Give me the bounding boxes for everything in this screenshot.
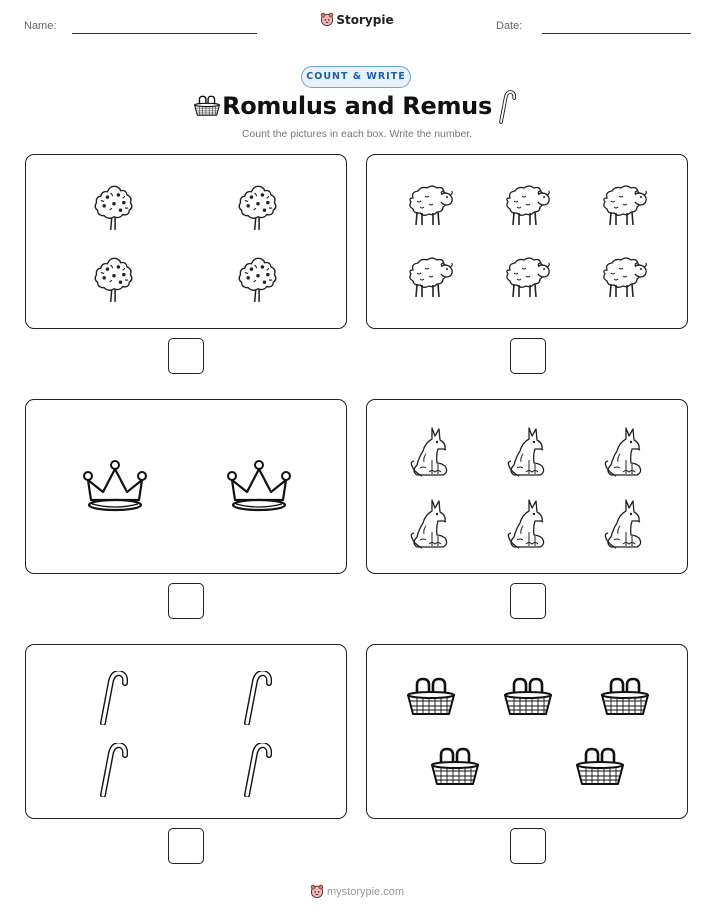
shepherd-staff-icon xyxy=(98,743,128,797)
sheep-icon xyxy=(597,255,649,301)
sheep-icon xyxy=(403,183,455,229)
basket-icon xyxy=(405,677,457,717)
name-label: Name: xyxy=(24,20,57,32)
count-box-crowns xyxy=(25,399,347,574)
date-line[interactable] xyxy=(542,33,691,34)
name-line[interactable] xyxy=(72,33,257,34)
answer-box[interactable] xyxy=(510,338,546,374)
page-title: Romulus and Remus xyxy=(222,92,492,120)
wolf-icon xyxy=(600,424,648,478)
brand-name: Storypie xyxy=(336,13,394,27)
basket-icon xyxy=(429,747,481,787)
answer-box[interactable] xyxy=(168,583,204,619)
storypie-logo-icon xyxy=(320,12,334,26)
basket-icon xyxy=(599,677,651,717)
wolf-icon xyxy=(503,424,551,478)
answer-box[interactable] xyxy=(168,338,204,374)
instructions: Count the pictures in each box. Write the number. xyxy=(241,128,473,140)
count-box-baskets xyxy=(366,644,688,819)
storypie-logo-icon xyxy=(310,884,324,898)
crown-icon xyxy=(83,460,147,514)
answer-box[interactable] xyxy=(168,828,204,864)
activity-badge: COUNT & WRITE xyxy=(301,66,411,88)
sheep-icon xyxy=(403,255,455,301)
date-label: Date: xyxy=(496,20,523,32)
tree-icon xyxy=(236,255,280,303)
wolf-icon xyxy=(406,496,454,550)
sheep-icon xyxy=(500,255,552,301)
wolf-icon xyxy=(406,424,454,478)
basket-icon xyxy=(574,747,626,787)
count-box-staffs xyxy=(25,644,347,819)
sheep-icon xyxy=(500,183,552,229)
sheep-icon xyxy=(597,183,649,229)
count-box-trees xyxy=(25,154,347,329)
answer-box[interactable] xyxy=(510,583,546,619)
wolf-icon xyxy=(600,496,648,550)
basket-icon xyxy=(502,677,554,717)
shepherd-staff-icon xyxy=(242,743,272,797)
shepherd-staff-icon xyxy=(242,671,272,725)
shepherd-staff-icon xyxy=(498,90,516,124)
count-box-sheep xyxy=(366,154,688,329)
answer-box[interactable] xyxy=(510,828,546,864)
tree-icon xyxy=(92,255,136,303)
footer xyxy=(0,884,714,898)
count-box-wolves xyxy=(366,399,688,574)
shepherd-staff-icon xyxy=(98,671,128,725)
tree-icon xyxy=(236,183,280,231)
brand-logo xyxy=(0,12,714,27)
tree-icon xyxy=(92,183,136,231)
footer-link[interactable]: mystorypie.com xyxy=(326,886,405,898)
wolf-icon xyxy=(503,496,551,550)
crown-icon xyxy=(227,460,291,514)
